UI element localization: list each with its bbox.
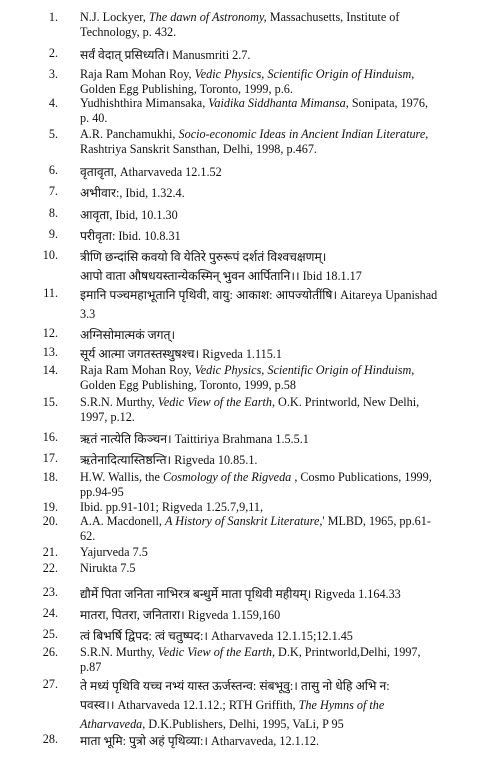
footnote-segment: A.R. Panchamukhi,	[80, 127, 179, 141]
footnote-number: 16.	[42, 430, 58, 444]
footnote-segment: Golden Egg Publishing, Toronto, 1999, p.6.	[80, 82, 293, 96]
italic-title: Socio-economic Ideas in Ancient Indian Literature	[178, 127, 426, 141]
footnote-line	[80, 561, 476, 576]
footnote-line	[80, 627, 476, 646]
italic-title: Vedic View of the Earth	[157, 395, 272, 409]
footnote-number: 4.	[48, 96, 58, 110]
footnote-line	[80, 430, 476, 449]
footnote-segment: p.87	[80, 660, 102, 674]
footnote-number: 8.	[48, 206, 58, 220]
footnote-text	[80, 127, 476, 157]
footnote-number: 3.	[48, 67, 58, 81]
footnote-number: 9.	[48, 227, 58, 241]
footnote-text	[80, 96, 476, 126]
footnote-text	[80, 184, 476, 203]
footnote-line	[80, 451, 476, 470]
footnote-text	[80, 585, 476, 604]
footnote-number: 18.	[42, 470, 58, 484]
footnote-segment: Technology, p. 432.	[80, 25, 177, 39]
footnote-segment: ' MLBD, 1965, pp.61-	[322, 514, 431, 528]
footnote-segment: सूर्य आत्मा जगतस्तस्थुषश्च। Rigveda 1.115.1	[80, 347, 282, 361]
footnote-segment: Raja Ram Mohan Roy,	[80, 363, 195, 377]
footnote-segment: , O.K. Printworld, New Delhi,	[271, 395, 420, 409]
footnote-segment: अग्निसोमात्मकं जगत्।	[80, 328, 176, 342]
italic-title: The dawn of Astronomy,	[148, 10, 267, 24]
footnote-segment: ,	[411, 363, 415, 377]
footnote-text	[80, 561, 476, 576]
footnote-segment: 1997, p.12.	[80, 410, 135, 424]
footnote-segment: ,	[425, 127, 429, 141]
footnote-segment: p. 40.	[80, 111, 108, 125]
footnote-line	[80, 677, 476, 696]
footnote-line	[80, 395, 476, 410]
footnote-text	[80, 345, 476, 364]
footnote-number: 10.	[42, 248, 58, 262]
footnote-line	[80, 163, 476, 182]
footnote-segment: H.W. Wallis, the	[80, 470, 163, 484]
footnote-line	[80, 660, 476, 675]
footnote-number: 12.	[42, 326, 58, 340]
footnote-number: 27.	[42, 677, 58, 691]
footnote-number: 1.	[48, 10, 58, 24]
footnote-text	[80, 227, 476, 246]
footnote-segment: ,	[411, 67, 415, 81]
footnote-segment: Nirukta 7.5	[80, 561, 136, 575]
footnote-segment: इमानि पञ्चमहाभूतानि पृथिवी, वायु: आकाश: आपज्योतींषि। Aitareya Upanishad	[80, 288, 438, 302]
footnote-text	[80, 732, 476, 751]
footnote-line	[80, 732, 476, 751]
footnote-segment: Massachusetts, Institute of	[266, 10, 400, 24]
footnote-number: 2.	[48, 46, 58, 60]
footnote-line	[80, 345, 476, 364]
footnote-line	[80, 305, 476, 324]
italic-title: Vedic Physics, Scientific Origin of Hinduism	[194, 67, 412, 81]
footnote-text	[80, 206, 476, 225]
italic-title: Vedic Physics, Scientific Origin of Hinduism	[194, 363, 412, 377]
footnote-text	[80, 606, 476, 625]
footnote-line	[80, 46, 476, 65]
footnote-segment: अभीवार:, Ibid, 1.32.4.	[80, 186, 185, 200]
footnote-number: 15.	[42, 395, 58, 409]
footnote-segment: D.K, Printworld,Delhi, 1997,	[275, 645, 421, 659]
footnote-number: 24.	[42, 606, 58, 620]
footnote-text	[80, 363, 476, 393]
footnote-line	[80, 248, 476, 267]
footnote-segment: पवस्व।। Atharvaveda 12.1.12.; RTH Griffith,	[80, 698, 299, 712]
footnote-segment: S.R.N. Murthy,	[80, 395, 158, 409]
footnote-number: 23.	[42, 585, 58, 599]
footnote-line	[80, 82, 476, 97]
footnote-line	[80, 500, 476, 515]
footnote-segment: त्रीणि छन्दांसि कवयो वि येतिरे पुरुरूपं दर्शतं विश्वचक्षणम्।	[80, 250, 327, 264]
footnote-line	[80, 127, 476, 142]
footnote-segment: ते मध्यं पृथिवि यच्च नभ्यं यास्त ऊर्जस्तन्व: संबभूवु:। तासु नो धेहि अभि न:	[80, 679, 390, 693]
footnote-number: 7.	[48, 184, 58, 198]
footnote-line	[80, 514, 476, 529]
footnote-segment: Yudhishthira Mimansaka,	[80, 96, 209, 110]
footnote-number: 6.	[48, 163, 58, 177]
footnote-line	[80, 410, 476, 425]
footnote-segment: Rashtriya Sanskrit Sansthan, Delhi, 1998, p.467.	[80, 142, 317, 156]
footnote-text	[80, 248, 476, 286]
footnote-text	[80, 645, 476, 675]
footnote-line	[80, 96, 476, 111]
italic-title: A History of Sanskrit Literature,	[164, 514, 323, 528]
footnote-line	[80, 184, 476, 203]
footnote-line	[80, 585, 476, 604]
footnote-segment: N.J. Lockyer,	[80, 10, 149, 24]
footnote-segment: सर्वं वेदात् प्रसिध्यति। Manusmriti 2.7.	[80, 48, 251, 62]
footnote-segment: Raja Ram Mohan Roy,	[80, 67, 195, 81]
footnote-line	[80, 696, 476, 715]
footnote-line	[80, 67, 476, 82]
footnote-number: 21.	[42, 545, 58, 559]
footnote-number: 28.	[42, 732, 58, 746]
footnote-segment: ऋतं नात्येति किञ्चन। Taittiriya Brahmana 1.5.5.1	[80, 432, 309, 446]
italic-title: Vedic View of the Earth,	[157, 645, 275, 659]
footnote-line	[80, 363, 476, 378]
footnote-segment: मातरा, पितरा, जनितारा। Rigveda 1.159,160	[80, 608, 281, 622]
footnote-line	[80, 206, 476, 225]
footnote-text	[80, 46, 476, 65]
footnote-line	[80, 470, 476, 485]
footnote-line	[80, 227, 476, 246]
footnote-number: 20.	[42, 514, 58, 528]
footnote-segment: Yajurveda 7.5	[80, 545, 148, 559]
footnote-segment: ऋतेनादित्यास्तिष्ठन्ति। Rigveda 10.85.1.	[80, 453, 258, 467]
footnote-number: 13.	[42, 345, 58, 359]
footnote-text	[80, 395, 476, 425]
footnote-segment: आपो वाता औषधयस्तान्येकस्मिन् भुवन आर्पितानि।। Ibid 18.1.17	[80, 269, 362, 283]
footnote-line	[80, 529, 476, 544]
footnote-segment: त्वं बिभर्षि द्विपद: त्वं चतुष्पद:। Atharvaveda 12.1.15;12.1.45	[80, 629, 353, 643]
footnote-line	[80, 378, 476, 393]
footnote-text	[80, 470, 476, 500]
footnote-segment: , Cosmo Publications, 1999,	[291, 470, 432, 484]
footnote-segment: माता भूमि: पुत्रो अहं पृथिव्या:। Atharvaveda, 12.1.12.	[80, 734, 319, 748]
footnote-line	[80, 111, 476, 126]
footnote-segment: द्यौर्मे पिता जनिता नाभिरत्र बन्धुर्मे माता पृथिवी महीयम्। Rigveda 1.164.33	[80, 587, 401, 601]
footnote-text	[80, 514, 476, 544]
footnote-line	[80, 645, 476, 660]
footnote-segment: वृतावृता, Atharvaveda 12.1.52	[80, 165, 222, 179]
footnote-segment: , Sonipata, 1976,	[345, 96, 429, 110]
footnote-line	[80, 25, 476, 40]
italic-title: Cosmology of the Rigveda	[162, 470, 292, 484]
footnote-number: 17.	[42, 451, 58, 465]
footnote-line	[80, 485, 476, 500]
footnote-text	[80, 430, 476, 449]
footnote-segment: S.R.N. Murthy,	[80, 645, 158, 659]
italic-title: Atharvaveda	[80, 717, 143, 731]
footnote-text	[80, 451, 476, 470]
footnote-number: 22.	[42, 561, 58, 575]
footnote-text	[80, 10, 476, 40]
footnote-line	[80, 326, 476, 345]
footnote-text	[80, 500, 476, 515]
footnote-text	[80, 163, 476, 182]
footnote-segment: pp.94-95	[80, 485, 124, 499]
italic-title: The Hymns of the	[298, 698, 385, 712]
footnote-segment: परीवृता: Ibid. 10.8.31	[80, 229, 181, 243]
footnote-number: 25.	[42, 627, 58, 641]
footnote-line	[80, 142, 476, 157]
footnote-segment: Golden Egg Publishing, Toronto, 1999, p.58	[80, 378, 296, 392]
footnote-text	[80, 627, 476, 646]
footnote-number: 26.	[42, 645, 58, 659]
footnote-number: 11.	[43, 286, 58, 300]
footnote-text	[80, 67, 476, 97]
footnote-text	[80, 677, 476, 734]
footnote-number: 19.	[42, 500, 58, 514]
footnote-line	[80, 10, 476, 25]
footnote-number: 14.	[42, 363, 58, 377]
footnote-line	[80, 267, 476, 286]
footnote-line	[80, 545, 476, 560]
footnote-line	[80, 286, 476, 305]
footnote-segment: 3.3	[80, 307, 96, 321]
footnote-line	[80, 606, 476, 625]
footnote-number: 5.	[48, 127, 58, 141]
footnote-text	[80, 286, 476, 324]
footnote-segment: आवृता, Ibid, 10.1.30	[80, 208, 178, 222]
footnote-segment: 62.	[80, 529, 96, 543]
footnote-segment: A.A. Macdonell,	[80, 514, 165, 528]
footnote-segment: Ibid. pp.91-101; Rigveda 1.25.7,9,11,	[80, 500, 264, 514]
footnote-segment: , D.K.Publishers, Delhi, 1995, VaLi, P 95	[142, 717, 344, 731]
footnote-text	[80, 326, 476, 345]
italic-title: Vaidika Siddhanta Mimansa	[208, 96, 346, 110]
footnote-text	[80, 545, 476, 560]
